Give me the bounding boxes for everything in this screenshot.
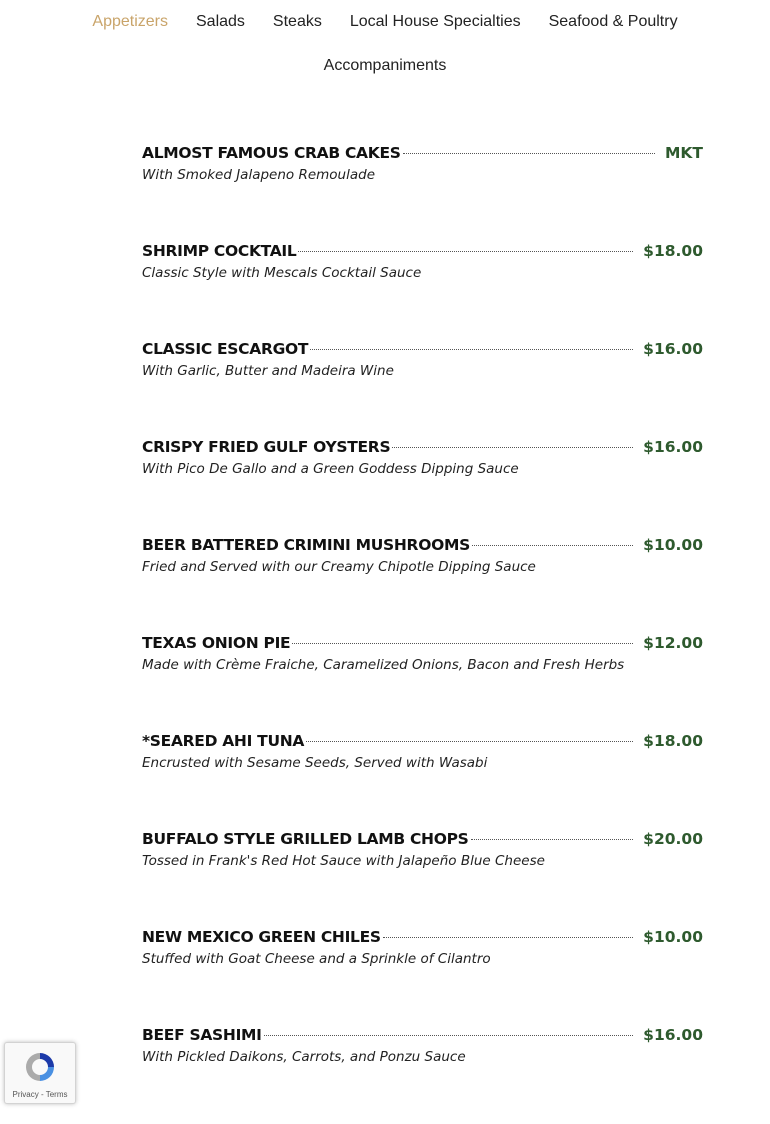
menu-item xyxy=(142,732,703,830)
menu-item-description: With Pico De Gallo and a Green Goddess Dipping Sauce xyxy=(142,461,519,477)
tab-local-house-specialties[interactable]: Local House Specialties xyxy=(349,13,521,30)
menu-item xyxy=(142,536,703,634)
recaptcha-links[interactable]: Privacy - Terms xyxy=(12,1090,68,1099)
menu-item xyxy=(142,1026,703,1124)
menu-item xyxy=(142,144,703,242)
menu-item-description: Tossed in Frank's Red Hot Sauce with Jalapeño Blue Cheese xyxy=(142,853,545,869)
menu-item-price: $16.00 xyxy=(643,340,703,358)
dot-leader xyxy=(472,545,633,546)
menu-item xyxy=(142,830,703,928)
menu-item-name: CRISPY FRIED GULF OYSTERS xyxy=(142,438,391,456)
tab-seafood-poultry[interactable]: Seafood & Poultry xyxy=(548,13,678,30)
appetizers-menu-list xyxy=(142,144,703,1124)
menu-item-description: Stuffed with Goat Cheese and a Sprinkle of Cilantro xyxy=(142,951,491,967)
menu-item xyxy=(142,928,703,1026)
menu-item-description: Made with Crème Fraiche, Caramelized Onions, Bacon and Fresh Herbs xyxy=(142,657,625,673)
menu-item-price: MKT xyxy=(664,144,703,162)
dot-leader xyxy=(392,447,633,448)
dot-leader xyxy=(403,153,655,154)
dot-leader xyxy=(264,1035,634,1036)
dot-leader xyxy=(292,643,633,644)
menu-item-name: BEEF SASHIMI xyxy=(142,1026,262,1044)
menu-item-price: $18.00 xyxy=(643,732,703,750)
dot-leader xyxy=(306,741,633,742)
menu-item-price: $20.00 xyxy=(643,830,703,848)
dot-leader xyxy=(310,349,633,350)
tab-row-2 xyxy=(0,44,770,88)
menu-item-name: TEXAS ONION PIE xyxy=(142,634,291,652)
menu-item-name: ALMOST FAMOUS CRAB CAKES xyxy=(142,144,401,162)
menu-item xyxy=(142,340,703,438)
menu-item-name: BUFFALO STYLE GRILLED LAMB CHOPS xyxy=(142,830,469,848)
menu-item-price: $10.00 xyxy=(643,928,703,946)
recaptcha-icon xyxy=(22,1049,58,1090)
menu-item-price: $18.00 xyxy=(643,242,703,260)
dot-leader xyxy=(298,251,633,252)
menu-item-name: *SEARED AHI TUNA xyxy=(142,732,305,750)
menu-item-name: NEW MEXICO GREEN CHILES xyxy=(142,928,381,946)
menu-item-name: SHRIMP COCKTAIL xyxy=(142,242,297,260)
dot-leader xyxy=(471,839,634,840)
menu-item-name: CLASSIC ESCARGOT xyxy=(142,340,309,358)
menu-item xyxy=(142,438,703,536)
menu-item-description: With Pickled Daikons, Carrots, and Ponzu Sauce xyxy=(142,1049,466,1065)
menu-item-description: With Garlic, Butter and Madeira Wine xyxy=(142,363,394,379)
menu-item-description: Fried and Served with our Creamy Chipotle Dipping Sauce xyxy=(142,559,536,575)
menu-item xyxy=(142,634,703,732)
tab-salads[interactable]: Salads xyxy=(196,13,245,30)
tab-accompaniments[interactable]: Accompaniments xyxy=(323,57,447,74)
menu-item-description: Classic Style with Mescals Cocktail Sauce xyxy=(142,265,422,281)
recaptcha-badge[interactable] xyxy=(4,1042,76,1104)
tab-row-1 xyxy=(0,0,770,44)
tab-appetizers[interactable]: Appetizers xyxy=(92,13,168,30)
menu-item xyxy=(142,242,703,340)
menu-item-price: $12.00 xyxy=(643,634,703,652)
menu-item-price: $16.00 xyxy=(643,438,703,456)
menu-category-tabs xyxy=(0,0,770,88)
menu-item-description: Encrusted with Sesame Seeds, Served with Wasabi xyxy=(142,755,488,771)
menu-item-description: With Smoked Jalapeno Remoulade xyxy=(142,167,376,183)
menu-item-price: $16.00 xyxy=(643,1026,703,1044)
tab-steaks[interactable]: Steaks xyxy=(272,13,322,30)
menu-item-name: BEER BATTERED CRIMINI MUSHROOMS xyxy=(142,536,470,554)
dot-leader xyxy=(383,937,633,938)
menu-item-price: $10.00 xyxy=(643,536,703,554)
